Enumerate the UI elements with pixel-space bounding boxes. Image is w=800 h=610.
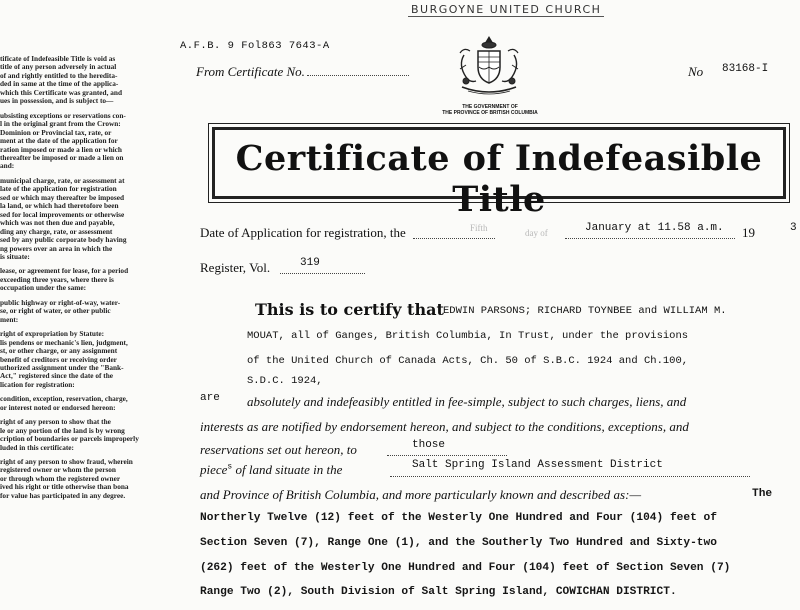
certificate-no-label: No: [688, 64, 704, 79]
side-text-line: ubsisting exceptions or reservations con-: [0, 111, 126, 120]
certify-line: EDWIN PARSONS; RICHARD TOYNBEE and WILLIAM M.: [443, 305, 727, 317]
register-label: Register, Vol.: [200, 260, 271, 275]
side-text-line: st, or other charge, or any assignment: [0, 347, 118, 356]
side-text-line: se, or right of water, or other public: [0, 307, 111, 316]
crest-caption: [420, 104, 560, 116]
piece-suffix: s: [227, 462, 233, 472]
register-value: 319: [300, 257, 320, 269]
application-date-label: Date of Application for registration, the: [200, 225, 406, 240]
province-line: and Province of British Columbia, and more particularly known and described as:—: [200, 487, 641, 502]
piece-field: [200, 462, 342, 478]
situate-label: of land situate in the: [235, 462, 343, 477]
side-text-line: lease, or agreement for lease, for a period: [0, 267, 129, 276]
side-text-line: municipal charge, rate, or assessment at: [0, 176, 125, 185]
crest-caption-line: THE PROVINCE OF BRITISH COLUMBIA: [442, 110, 538, 116]
side-text-line: lis pendens or mechanic's lien, judgment,: [0, 338, 128, 347]
side-text-line: right of any person to show fraud, wherein: [0, 458, 133, 467]
application-month-time-value: January at 11.58 a.m.: [585, 222, 724, 234]
entitled-line: reservations set out hereon, to: [200, 442, 357, 457]
side-text-line: le or any portion of the land is by wrong: [0, 426, 125, 435]
side-text-line: l in the original grant from the Crown:: [0, 120, 121, 129]
side-text-line: sed for local improvements or otherwise: [0, 210, 125, 219]
from-certificate-label: From Certificate No.: [196, 64, 305, 79]
side-text-line: sed or which may thereafter be imposed: [0, 193, 125, 202]
application-month-line: [565, 238, 735, 239]
side-text-line: ived his right or title otherwise than bona: [0, 483, 129, 492]
side-text-line: or through whom the registered owner: [0, 474, 121, 483]
side-text-line: ration imposed or made a lien or which: [0, 145, 122, 154]
side-text-line: ment at the date of the application for: [0, 137, 118, 146]
side-text-line: ding any charge, rate, or assessment: [0, 227, 113, 236]
side-text-line: ng powers over an area in which the: [0, 244, 113, 253]
side-text-line: sed by any public corporate body having: [0, 236, 127, 245]
side-text-line: thereafter be imposed or made a lien on: [0, 153, 124, 162]
side-text-line: exceeding three years, where there is: [0, 275, 114, 284]
description-line: Northerly Twelve (12) feet of the Westerly One Hundred and Four (104) feet of: [200, 512, 717, 524]
handwritten-note: BURGOYNE UNITED CHURCH: [408, 3, 604, 17]
certify-line: MOUAT, all of Ganges, British Columbia, In Trust, under the provisions: [247, 330, 689, 342]
side-text-line: Dominion or Provincial tax, rate, or: [0, 128, 112, 137]
side-text-line: registered owner or whom the person: [0, 466, 116, 475]
side-text-line: title of any person adversely in actual: [0, 63, 117, 72]
side-text-line: for value has participated in any degree.: [0, 491, 126, 500]
application-year-value: 3: [790, 222, 797, 234]
application-year-label: 19: [742, 225, 755, 240]
side-conditions-text: [0, 55, 168, 500]
description-line: Section Seven (7), Range One (1), and the Southerly Two Hundred and Sixty-two: [200, 537, 717, 549]
side-text-line: occupation under the same:: [0, 284, 87, 293]
certify-line: S.D.C. 1924,: [247, 375, 323, 387]
side-text-line: which was not then due and payable,: [0, 219, 115, 228]
piece-label: piece: [200, 462, 228, 477]
certify-lead: This is to certify that: [255, 300, 444, 319]
side-text-line: Act," registered since the date of the: [0, 372, 114, 381]
side-text-line: ment:: [0, 315, 19, 324]
entitled-line: interests as are notified by endorsement hereon, and subject to the conditions, exceptions, and: [200, 419, 689, 434]
from-certificate-blank: [307, 75, 409, 76]
application-day-of-label: day of: [525, 228, 548, 238]
district-line: [390, 476, 750, 477]
certificate-no-value: 83168-I: [722, 63, 769, 75]
description-line: The: [752, 488, 773, 500]
those-line: [387, 455, 507, 456]
side-text-line: of and rightly entitled to the heredita-: [0, 71, 118, 80]
side-text-line: ded in same at the time of the applica-: [0, 80, 119, 89]
application-day-line: [413, 238, 495, 239]
certify-line: of the United Church of Canada Acts, Ch. 50 of S.B.C. 1924 and Ch.100,: [247, 355, 689, 367]
side-text-line: which this Certificate was granted, and: [0, 88, 123, 97]
side-text-line: cription of boundaries or parcels improperly: [0, 435, 139, 444]
description-line: Range Two (2), South Division of Salt Spring Island, COWICHAN DISTRICT.: [200, 586, 677, 598]
crest-emblem-icon: [452, 35, 526, 105]
side-text-line: lication for registration:: [0, 380, 75, 389]
district-value: Salt Spring Island Assessment District: [412, 459, 663, 471]
side-text-line: late of the application for registration: [0, 185, 117, 194]
side-text-line: public highway or right-of-way, water-: [0, 298, 121, 307]
side-text-line: tificate of Indefeasible Title is void as: [0, 55, 116, 63]
side-text-line: right of expropriation by Statute:: [0, 330, 105, 339]
register-line: [280, 273, 365, 274]
side-text-line: ues in possession, and is subject to—: [0, 97, 114, 106]
those-value: those: [412, 439, 446, 451]
afb-reference: A.F.B. 9 Fol863 7643-A: [180, 40, 330, 52]
title-frame: [212, 127, 786, 220]
side-text-line: right of any person to show that the: [0, 418, 111, 427]
side-text-line: condition, exception, reservation, charge,: [0, 395, 128, 404]
side-text-line: benefit of creditors or receiving order: [0, 355, 117, 364]
application-day-value: Fifth: [470, 223, 488, 233]
side-text-line: uthorized assignment under the "Bank-: [0, 363, 124, 372]
side-text-line: or interest noted or endorsed hereon:: [0, 403, 116, 412]
are-value: are: [200, 392, 220, 404]
document-title: Certificate of Indefeasible Title: [235, 138, 763, 220]
side-text-line: is situate:: [0, 252, 30, 261]
entitled-line: absolutely and indefeasibly entitled in fee-simple, subject to such charges, liens, and: [247, 394, 687, 409]
description-line: (262) feet of the Westerly One Hundred and Four (104) feet of Section Seven (7): [200, 562, 731, 574]
side-text-line: and:: [0, 162, 15, 171]
crest-caption-line: THE GOVERNMENT OF: [462, 104, 518, 110]
side-text-line: la land, or which had theretofore been: [0, 202, 119, 211]
from-certificate-field: [196, 64, 409, 80]
side-text-line: luded in this certificate:: [0, 443, 74, 452]
